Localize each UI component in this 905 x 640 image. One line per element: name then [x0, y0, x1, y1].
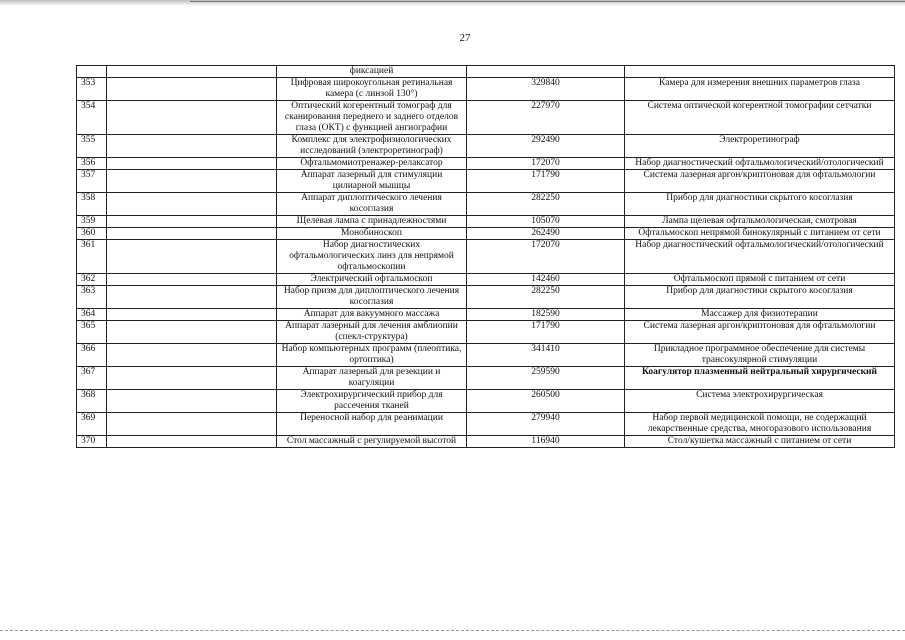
- table-row: [77, 413, 895, 436]
- type-cell: Офтальмоскоп непрямой бинокулярный с питанием от сети: [625, 228, 895, 240]
- type-cell: Система оптической когерентной томографии сетчатки: [625, 101, 895, 135]
- table-row: [77, 193, 895, 216]
- type-cell: Система лазерная аргон/криптоновая для офтальмологии: [625, 170, 895, 193]
- row-number-cell: 355: [77, 135, 107, 158]
- table-row-continued: [77, 66, 895, 78]
- row-number-cell: 360: [77, 228, 107, 240]
- equipment-name-cell: Набор призм для диплоптического лечения косоглазия: [277, 286, 467, 309]
- blank-cell: [107, 321, 277, 344]
- blank-cell: [107, 367, 277, 390]
- blank-cell: [107, 101, 277, 135]
- table-row: [77, 309, 895, 321]
- type-cell: Система электрохирургическая: [625, 390, 895, 413]
- code-cell: 262490: [467, 228, 625, 240]
- type-cell: Прибор для диагностики скрытого косоглазия: [625, 286, 895, 309]
- row-number-cell: 363: [77, 286, 107, 309]
- blank-cell: [107, 274, 277, 286]
- code-cell: 279940: [467, 413, 625, 436]
- type-cell: Лампа щелевая офтальмологическая, смотровая: [625, 216, 895, 228]
- equipment-name-cell: Комплекс для электрофизиологических исследований (электроретинограф): [277, 135, 467, 158]
- scan-edge-line: [190, 1, 905, 2]
- code-cell: 329840: [467, 78, 625, 101]
- code-cell: 172070: [467, 240, 625, 274]
- code-cell: [467, 66, 625, 78]
- type-cell: [625, 66, 895, 78]
- row-number-cell: 365: [77, 321, 107, 344]
- table-row: [77, 101, 895, 135]
- table-row: [77, 170, 895, 193]
- blank-cell: [107, 436, 277, 448]
- equipment-name-cell: Аппарат лазерный для резекции и коагуляции: [277, 367, 467, 390]
- code-cell: 227970: [467, 101, 625, 135]
- row-number-cell: 362: [77, 274, 107, 286]
- table-row: [77, 135, 895, 158]
- blank-cell: [107, 309, 277, 321]
- row-number-cell: 353: [77, 78, 107, 101]
- row-number-cell: 354: [77, 101, 107, 135]
- equipment-name-cell: Монобиноскоп: [277, 228, 467, 240]
- table-row: [77, 321, 895, 344]
- equipment-name-cell: Аппарат диплоптического лечения косоглазия: [277, 193, 467, 216]
- type-cell: Набор диагностический офтальмологический/отологический: [625, 240, 895, 274]
- type-cell: Электроретинограф: [625, 135, 895, 158]
- blank-cell: [107, 344, 277, 367]
- blank-cell: [107, 135, 277, 158]
- blank-cell: [107, 390, 277, 413]
- table-row: [77, 436, 895, 448]
- type-cell: Набор диагностический офтальмологический/отологический: [625, 158, 895, 170]
- row-number-cell: 364: [77, 309, 107, 321]
- table-row: [77, 344, 895, 367]
- row-number-cell: 356: [77, 158, 107, 170]
- table-row: [77, 216, 895, 228]
- equipment-name-cell: Аппарат для вакуумного массажа: [277, 309, 467, 321]
- row-number-cell: 358: [77, 193, 107, 216]
- row-number-cell: 361: [77, 240, 107, 274]
- row-number-cell: 368: [77, 390, 107, 413]
- equipment-name-cell: Офтальмомиотренажер-релаксатор: [277, 158, 467, 170]
- blank-cell: [107, 413, 277, 436]
- scan-edge-bottom: [0, 630, 905, 633]
- blank-cell: [107, 193, 277, 216]
- code-cell: 105070: [467, 216, 625, 228]
- blank-cell: [107, 228, 277, 240]
- row-number-cell: 370: [77, 436, 107, 448]
- row-number-cell: 366: [77, 344, 107, 367]
- code-cell: 292490: [467, 135, 625, 158]
- table-row: [77, 390, 895, 413]
- type-cell: Офтальмоскоп прямой с питанием от сети: [625, 274, 895, 286]
- equipment-name-cell: Цифровая широкоугольная ретинальная камера (с линзой 130°): [277, 78, 467, 101]
- equipment-name-cell: Оптический когерентный томограф для сканирования переднего и заднего отделов глаза (ОКТ) с функцией ангиографии: [277, 101, 467, 135]
- blank-cell: [107, 78, 277, 101]
- table-row: [77, 158, 895, 170]
- code-cell: 260500: [467, 390, 625, 413]
- page-number: 27: [459, 32, 471, 44]
- type-cell: Стол/кушетка массажный с питанием от сети: [625, 436, 895, 448]
- equipment-name-cell: Переносной набор для реанимации: [277, 413, 467, 436]
- table-row: [77, 274, 895, 286]
- equipment-name-cell: Аппарат лазерный для стимуляции цилиарной мышцы: [277, 170, 467, 193]
- type-cell: Коагулятор плазменный нейтральный хирургический: [625, 367, 895, 390]
- equipment-table: [76, 65, 895, 448]
- code-cell: 142460: [467, 274, 625, 286]
- table-row: [77, 78, 895, 101]
- blank-cell: [107, 286, 277, 309]
- equipment-name-cell: Набор компьютерных программ (плеоптика, ортоптика): [277, 344, 467, 367]
- row-number-cell: 367: [77, 367, 107, 390]
- row-number-cell: 369: [77, 413, 107, 436]
- code-cell: 116940: [467, 436, 625, 448]
- equipment-name-cell: Аппарат лазерный для лечения амблиопии (спекл-структура): [277, 321, 467, 344]
- code-cell: 282250: [467, 193, 625, 216]
- type-cell: Система лазерная аргон/криптоновая для офтальмологии: [625, 321, 895, 344]
- code-cell: 171790: [467, 321, 625, 344]
- code-cell: 282250: [467, 286, 625, 309]
- table-row: [77, 286, 895, 309]
- type-cell: Набор первой медицинской помощи, не содержащий лекарственные средства, многоразового использования: [625, 413, 895, 436]
- code-cell: 182590: [467, 309, 625, 321]
- type-cell: Массажер для физиотерапии: [625, 309, 895, 321]
- code-cell: 171790: [467, 170, 625, 193]
- blank-cell: [107, 240, 277, 274]
- blank-cell: [107, 158, 277, 170]
- code-cell: 172070: [467, 158, 625, 170]
- type-cell: Камера для измерения внешних параметров глаза: [625, 78, 895, 101]
- equipment-name-cell: Набор диагностических офтальмологических линз для непрямой офтальмоскопии: [277, 240, 467, 274]
- equipment-name-cell: Электрический офтальмоскоп: [277, 274, 467, 286]
- row-number-cell: 357: [77, 170, 107, 193]
- table-row: [77, 228, 895, 240]
- equipment-name-cell: Стол массажный с регулируемой высотой: [277, 436, 467, 448]
- row-number-cell: [77, 66, 107, 78]
- equipment-name-cell: фиксацией: [277, 66, 467, 78]
- blank-cell: [107, 216, 277, 228]
- table-row: [77, 367, 895, 390]
- table-row: [77, 240, 895, 274]
- code-cell: 259590: [467, 367, 625, 390]
- blank-cell: [107, 66, 277, 78]
- equipment-name-cell: Щелевая лампа с принадлежностями: [277, 216, 467, 228]
- blank-cell: [107, 170, 277, 193]
- equipment-name-cell: Электрохирургический прибор для рассечения тканей: [277, 390, 467, 413]
- type-cell: Прикладное программное обеспечение для системы трансокулярной стимуляции: [625, 344, 895, 367]
- type-cell: Прибор для диагностики скрытого косоглазия: [625, 193, 895, 216]
- code-cell: 341410: [467, 344, 625, 367]
- row-number-cell: 359: [77, 216, 107, 228]
